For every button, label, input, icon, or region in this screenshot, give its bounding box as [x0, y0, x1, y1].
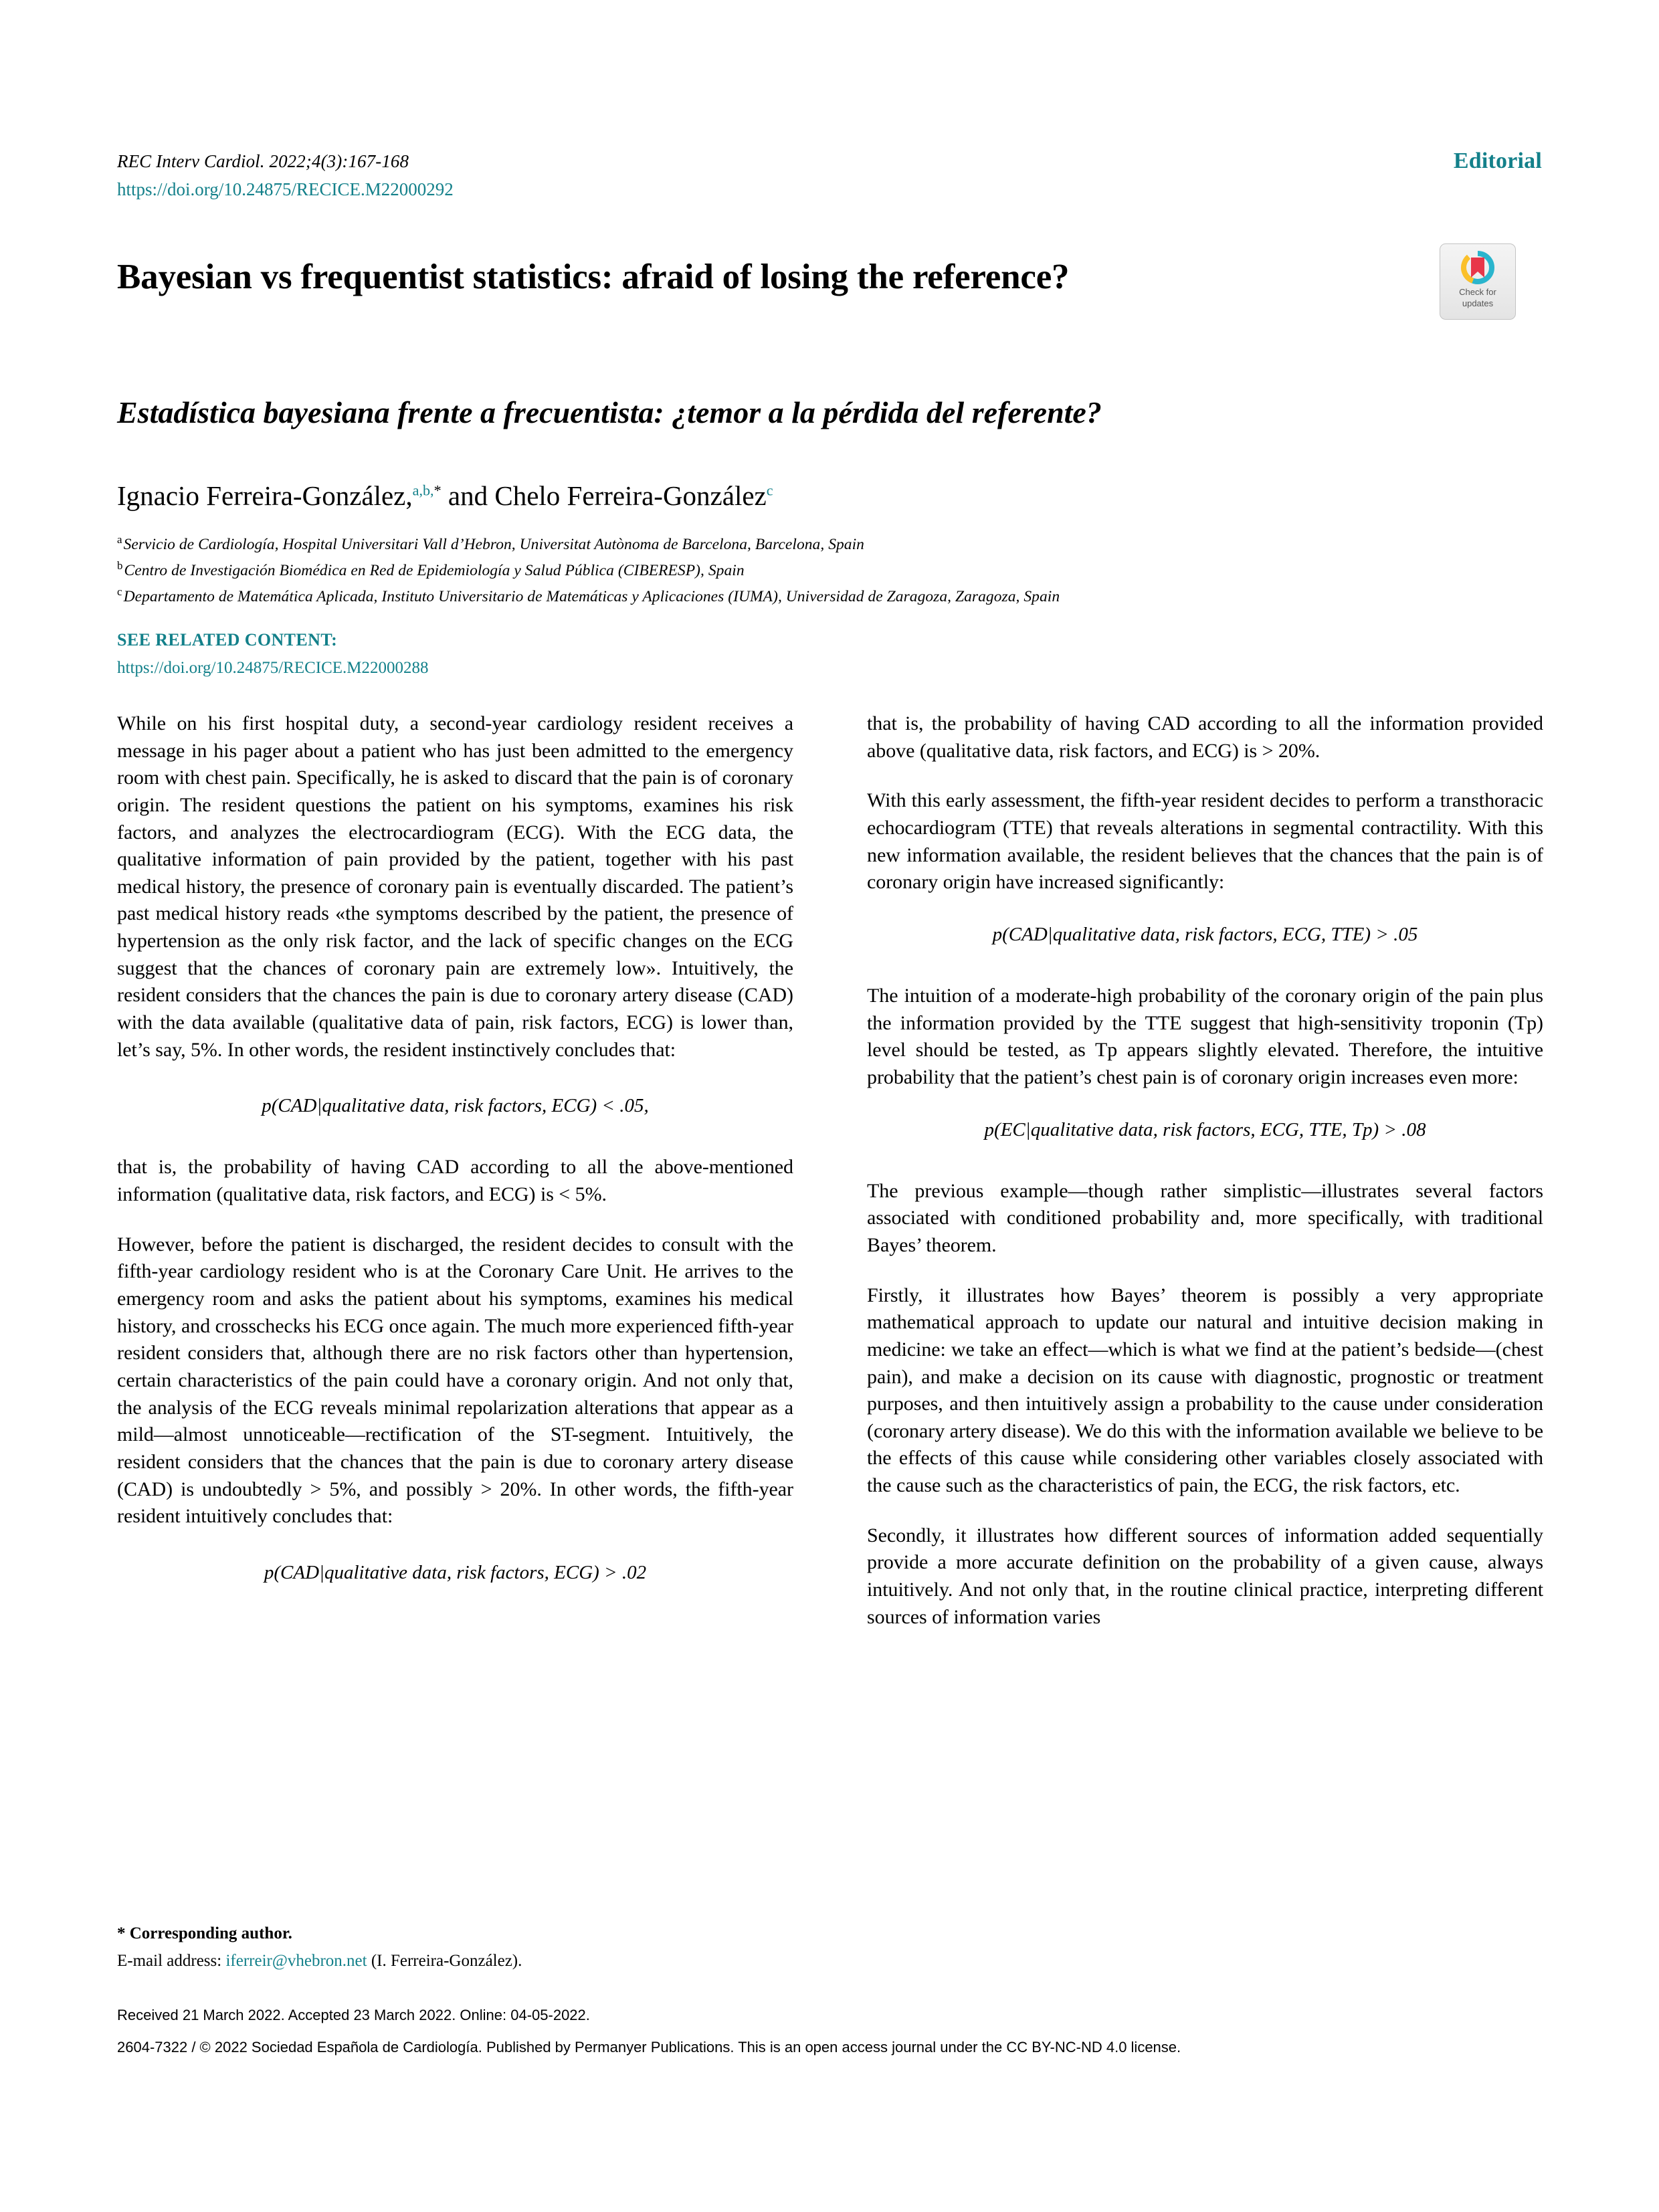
body-column-left — [117, 710, 793, 1653]
author-list — [117, 478, 1542, 514]
affiliation-list — [117, 532, 1542, 610]
affiliation-item — [117, 532, 1542, 558]
article-type-label: Editorial — [1453, 148, 1542, 173]
affiliation-item — [117, 584, 1542, 610]
email-suffix: (I. Ferreira-González). — [367, 1951, 522, 1970]
paragraph: that is, the probability of having CAD according to all the information provided above (qualitative data, risk factors, and ECG) is > 20%. — [867, 712, 1543, 762]
crossmark-label-line2: updates — [1462, 298, 1494, 308]
author-1-corresponding-mark: * — [433, 482, 442, 499]
affiliation-item — [117, 558, 1542, 584]
author-name-2: Chelo Ferreira-González — [494, 480, 767, 511]
author-name-1: Ignacio Ferreira-González, — [117, 480, 413, 511]
crossmark-icon — [1459, 249, 1496, 286]
copyright-notice: 2604-7322 / © 2022 Sociedad Española de Cardiología. Published by Permanyer Publications. This is an open access journal under the CC BY-NC-ND 4.0 license. — [117, 2039, 1181, 2055]
paragraph: The previous example—though rather simplistic—illustrates several factors associated with conditioned probability and, more specifically, with traditional Bayes’ theorem. — [867, 1179, 1543, 1256]
publication-dates: Received 21 March 2022. Accepted 23 March 2022. Online: 04-05-2022. — [117, 2007, 590, 2023]
author-1-affiliation-marks: a,b, — [412, 482, 434, 499]
paragraph: While on his first hospital duty, a second-year cardiology resident receives a message in his pager about a patient who has just been admitted to the emergency room with chest pain. Specifically, he is asked to discard that the pain is of coronary origin. The resident questions the patient on his symptoms, examines his risk factors, and analyzes the electrocardiogram (ECG). With the ECG data, the qualitative information of pain provided by the patient, together with his past medical history, the presence of coronary pain is eventually discarded. The patient’s past medical history reads «the symptoms described by the patient, the presence of hypertension as the only risk factor, and the lack of specific changes on the ECG suggest that the chances of coronary pain are extremely low». Intuitively, the resident considers that the chances the pain is due to coronary artery disease (CAD) with the data available (qualitative data of pain, risk factors, ECG) is lower than, let’s say, 5%. In other words, the resident instinctively concludes that: — [117, 712, 793, 1061]
paragraph: Firstly, it illustrates how Bayes’ theorem is possibly a very appropriate mathematical approach to update our natural and intuitive decision making in medicine: we take an effect—which is what we find at the patient’s bedside—(chest pain), and make a decision on its cause with diagnostic, prognostic or treatment purposes, and then intuitively assign a probability to the cause under consideration (coronary artery disease). We do this with the information available we believe to be the effects of this cause while considering other variables closely associated with the cause such as the characteristics of pain, the ECG, the risk factors, etc. — [867, 1284, 1543, 1497]
paragraph: However, before the patient is discharged, the resident decides to consult with the fifth-year cardiology resident who is at the Coronary Care Unit. He arrives to the emergency room and asks the patient about his symptoms, examines his medical history, and crosschecks his ECG once again. The much more experienced fifth-year resident considers that, although there are no risk factors other than hypertension, certain characteristics of the pain could have a coronary origin. And not only that, the analysis of the ECG reveals minimal repolarization alterations that appear as a mild—almost unnoticeable—rectification of the ST-segment. Intuitively, the resident considers that the chances that the pain is due to coronary artery disease (CAD) is undoubtedly > 5%, and possibly > 20%. In other words, the fifth-year resident intuitively concludes that: — [117, 1233, 793, 1528]
corresponding-author-note: * Corresponding author. — [117, 1924, 292, 1942]
affiliation-text: Centro de Investigación Biomédica en Red de Epidemiología y Salud Pública (CIBERESP), Spain — [124, 562, 745, 579]
formula: p(CAD|qualitative data, risk factors, ECG) < .05, — [262, 1095, 649, 1117]
email-link[interactable]: iferreir@vhebron.net — [225, 1951, 367, 1970]
article-header — [117, 148, 1542, 203]
affiliation-text: Servicio de Cardiología, Hospital Universitari Vall d’Hebron, Universitat Autònoma de Barcelona, Barcelona, Spain — [123, 536, 864, 553]
page-title-spanish: Estadística bayesiana frente a frecuentista: ¿temor a la pérdida del referente? — [117, 395, 1102, 430]
body-column-right — [867, 710, 1543, 1653]
formula: p(CAD|qualitative data, risk factors, ECG) > .02 — [264, 1561, 647, 1583]
paragraph: The intuition of a moderate-high probability of the coronary origin of the pain plus the information provided by the TTE suggest that high-sensitivity troponin (Tp) level should be tested, as Tp appears slightly elevated. Therefore, the intuitive probability that the patient’s chest pain is of coronary origin increases even more: — [867, 984, 1543, 1088]
paragraph: that is, the probability of having CAD according to all the above-mentioned information (qualitative data, risk factors, and ECG) is < 5%. — [117, 1156, 793, 1206]
see-related-link[interactable]: https://doi.org/10.24875/RECICE.M22000288 — [117, 658, 429, 677]
author-conjunction: and — [441, 480, 495, 511]
affiliation-mark: c — [117, 585, 122, 599]
email-line — [117, 1948, 1544, 1975]
crossmark-label-line1: Check for — [1459, 287, 1496, 297]
see-related-content — [117, 627, 429, 680]
journal-reference: REC Interv Cardiol. 2022;4(3):167-168 — [117, 151, 409, 171]
doi-link[interactable]: https://doi.org/10.24875/RECICE.M22000292 — [117, 179, 454, 200]
email-label: E-mail address: — [117, 1951, 226, 1970]
affiliation-mark: b — [117, 559, 123, 573]
formula: p(EC|qualitative data, risk factors, ECG, TTE, Tp) > .08 — [984, 1118, 1426, 1140]
affiliation-mark: a — [117, 533, 122, 546]
article-body — [117, 710, 1544, 1653]
affiliation-text: Departamento de Matemática Aplicada, Instituto Universitario de Matemáticas y Aplicaciones (IUMA), Universidad de Zaragoza, Zaragoza, Spain — [123, 588, 1060, 605]
see-related-label: SEE RELATED CONTENT: — [117, 630, 338, 649]
paragraph: With this early assessment, the fifth-year resident decides to perform a transthoracic echocardiogram (TTE) that reveals alterations in segmental contractility. With this new information available, the resident believes that the chances that the pain is of coronary origin have increased significantly: — [867, 789, 1543, 894]
page-footer — [117, 1921, 1544, 2058]
crossmark-badge[interactable] — [1440, 243, 1516, 320]
paragraph: Secondly, it illustrates how different sources of information added sequentially provide a more accurate definition on the probability of a given cause, always intuitively. And not only that, in the routine clinical practice, interpreting different sources of information varies — [867, 1524, 1543, 1628]
author-2-affiliation-marks: c — [766, 482, 773, 499]
page-title-english: Bayesian vs frequentist statistics: afraid of losing the reference? — [117, 257, 1070, 296]
formula: p(CAD|qualitative data, risk factors, ECG, TTE) > .05 — [992, 923, 1418, 945]
